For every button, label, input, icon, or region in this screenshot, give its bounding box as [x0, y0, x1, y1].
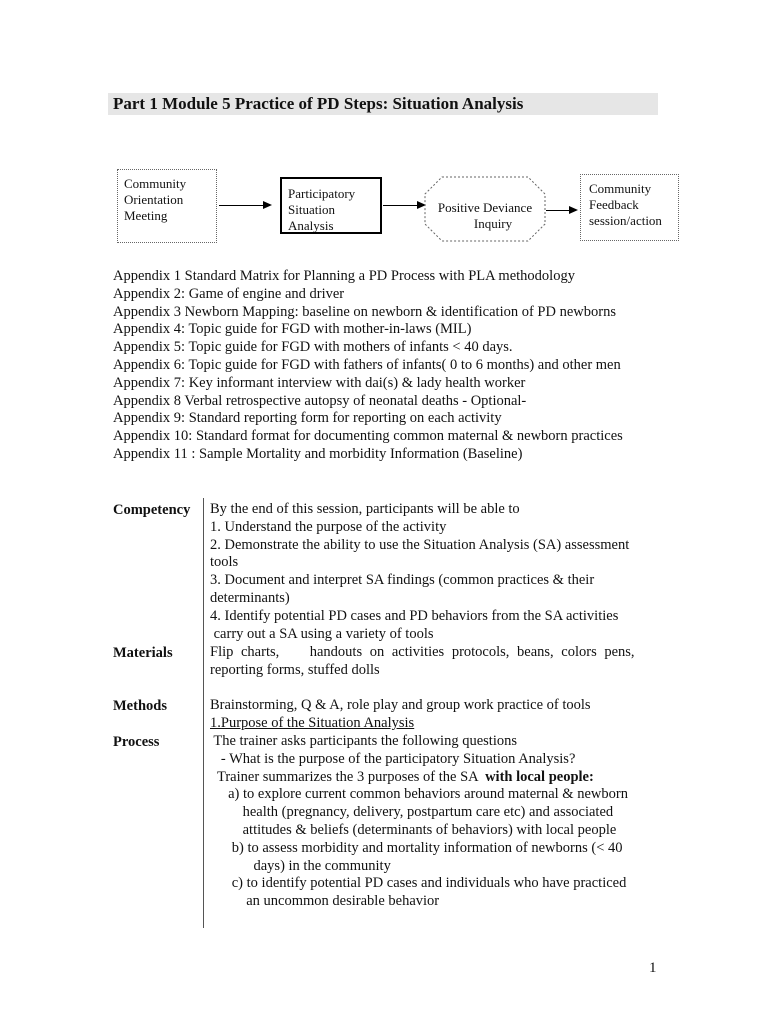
process-item-line: a) to explore current common behaviors around maternal & newborn — [210, 786, 628, 803]
flow-step-community-orientation — [117, 169, 217, 243]
process-label: Process — [113, 734, 160, 750]
appendix-item: Appendix 11 : Sample Mortality and morbidity Information (Baseline) — [113, 445, 523, 462]
competency-line: By the end of this session, participants will be able to — [210, 501, 520, 517]
flow-step3-line2: Inquiry — [473, 216, 513, 231]
appendix-item: Appendix 4: Topic guide for FGD with mother-in-laws (MIL) — [113, 321, 472, 338]
appendix-item: Appendix 10: Standard format for documenting common maternal & newborn practices — [113, 428, 623, 445]
flow-step1-line2: Orientation — [124, 192, 184, 207]
flow-arrow-1 — [219, 205, 270, 206]
flow-step-positive-deviance-inquiry — [424, 200, 546, 232]
materials-line1: Flip charts, handouts on activities protocols, beans, colors pens, — [210, 644, 635, 660]
flow-step1-line1: Community — [124, 176, 187, 191]
process-item-line: an uncommon desirable behavior — [210, 893, 440, 910]
methods-subheading: 1.Purpose of the Situation Analysis — [210, 714, 415, 731]
appendix-item: Appendix 7: Key informant interview with dai(s) & lady health worker — [113, 374, 526, 391]
process-content — [210, 733, 660, 911]
flow-step4-line2: Feedback — [589, 197, 639, 212]
methods-content — [210, 697, 660, 733]
competency-line: tools — [210, 554, 239, 571]
flow-step-community-feedback — [580, 174, 679, 241]
process-summary-text: Trainer summarizes the 3 purposes of the SA — [210, 768, 486, 785]
competency-line: determinants) — [210, 589, 290, 606]
flow-step1-line3: Meeting — [124, 208, 168, 223]
flow-arrow-3 — [546, 210, 576, 211]
appendix-item: Appendix 1 Standard Matrix for Planning a PD Process with PLA methodology — [113, 268, 575, 284]
appendix-list — [113, 268, 673, 464]
appendix-item: Appendix 9: Standard reporting form for reporting on each activity — [113, 410, 502, 427]
competency-line: 3. Document and interpret SA findings (common practices & their — [210, 572, 595, 589]
process-item-line: health (pregnancy, delivery, postpartum care etc) and associated — [210, 804, 614, 821]
process-item-line: days) in the community — [210, 857, 391, 874]
competency-line: carry out a SA using a variety of tools — [210, 625, 434, 642]
appendix-item: Appendix 8 Verbal retrospective autopsy of neonatal deaths - Optional- — [113, 392, 527, 409]
methods-label: Methods — [113, 698, 167, 714]
appendix-item: Appendix 5: Topic guide for FGD with mothers of infants < 40 days. — [113, 339, 513, 356]
flow-step2-line3: Analysis — [288, 218, 334, 233]
section-divider — [203, 498, 204, 928]
appendix-item: Appendix 3 Newborn Mapping: baseline on newborn & identification of PD newborns — [113, 303, 616, 320]
appendix-item: Appendix 2: Game of engine and driver — [113, 285, 345, 302]
flow-step4-line1: Community — [589, 181, 652, 196]
competency-content — [210, 501, 660, 643]
process-line: - What is the purpose of the participatory Situation Analysis? — [210, 750, 576, 767]
process-item-line: attitudes & beliefs (determinants of behaviors) with local people — [210, 821, 617, 838]
process-item-line: c) to identify potential PD cases and individuals who have practiced — [210, 875, 627, 892]
materials-label: Materials — [113, 645, 173, 661]
flow-step2-line1: Participatory — [288, 186, 356, 201]
page-number: 1 — [649, 960, 657, 976]
competency-label: Competency — [113, 502, 191, 518]
process-line: The trainer asks participants the following questions — [210, 733, 517, 749]
flow-step-participatory-situation-analysis — [280, 177, 382, 234]
process-item-line: b) to assess morbidity and mortality information of newborns (< 40 — [210, 839, 623, 856]
flow-step4-line3: session/action — [589, 213, 662, 228]
flow-step3-line1: Positive Deviance — [437, 200, 533, 215]
appendix-item: Appendix 6: Topic guide for FGD with fathers of infants( 0 to 6 months) and other men — [113, 356, 621, 373]
materials-content — [210, 644, 660, 680]
competency-line: 4. Identify potential PD cases and PD behaviors from the SA activities — [210, 607, 619, 624]
process-summary-bold: with local people: — [485, 768, 594, 785]
process-summary-line — [210, 769, 660, 787]
methods-text: Brainstorming, Q & A, role play and group work practice of tools — [210, 697, 591, 713]
flow-arrow-2 — [383, 205, 424, 206]
competency-line: 2. Demonstrate the ability to use the Situation Analysis (SA) assessment — [210, 536, 630, 553]
competency-line: 1. Understand the purpose of the activity — [210, 518, 447, 535]
materials-line2: reporting forms, stuffed dolls — [210, 661, 380, 678]
page-title: Part 1 Module 5 Practice of PD Steps: Situation Analysis — [113, 94, 524, 113]
flow-step2-line2: Situation — [288, 202, 335, 217]
